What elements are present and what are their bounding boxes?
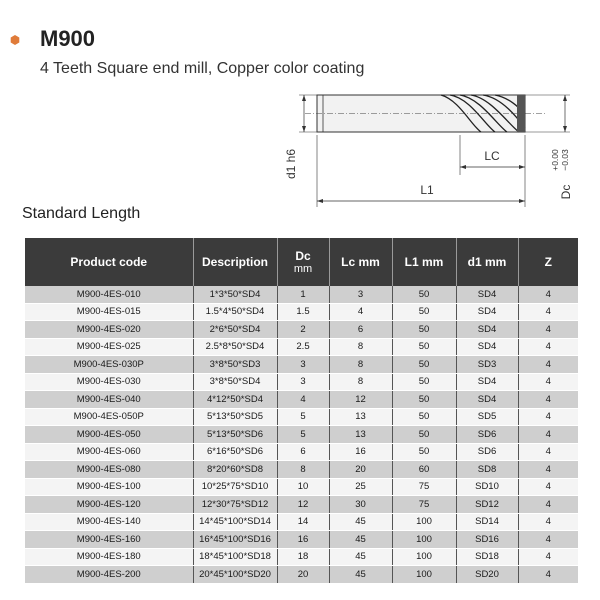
table-row [25,286,578,303]
table-row [25,373,578,391]
table-row [25,496,578,514]
cell-d1: SD4 [456,373,518,391]
header-d1: d1 mm [456,238,518,286]
cell-z: 4 [518,373,578,391]
cell-dc: 12 [277,496,329,514]
cell-lc: 3 [329,286,392,303]
cell-z: 4 [518,461,578,479]
cell-description: 2.5*8*50*SD4 [193,338,277,356]
cell-z: 4 [518,513,578,531]
cell-d1: SD3 [456,356,518,374]
table-row [25,356,578,374]
cell-description: 3*8*50*SD3 [193,356,277,374]
cell-z: 4 [518,443,578,461]
cell-lc: 25 [329,478,392,496]
cell-l1: 100 [392,513,456,531]
table-row [25,338,578,356]
cell-dc: 3 [277,373,329,391]
cell-lc: 20 [329,461,392,479]
cell-product-code: M900-4ES-015 [25,303,193,321]
cell-description: 5*13*50*SD6 [193,426,277,444]
cell-dc: 6 [277,443,329,461]
cell-d1: SD16 [456,531,518,549]
dc-tolerance-lower: −0.03 [560,149,570,171]
table-row [25,548,578,566]
cell-l1: 50 [392,391,456,409]
dc-dimension-label: Dc [559,184,573,200]
table-row [25,303,578,321]
cell-z: 4 [518,408,578,426]
table-row [25,531,578,549]
cell-d1: SD4 [456,321,518,339]
cell-l1: 50 [392,356,456,374]
cell-lc: 8 [329,373,392,391]
product-subtitle: 4 Teeth Square end mill, Copper color coating [40,60,365,77]
cell-dc: 14 [277,513,329,531]
table-row [25,391,578,409]
cell-dc: 1.5 [277,303,329,321]
cell-product-code: M900-4ES-180 [25,548,193,566]
cell-z: 4 [518,566,578,584]
cell-dc: 3 [277,356,329,374]
header-l1: L1 mm [392,238,456,286]
cell-dc: 5 [277,408,329,426]
cell-lc: 16 [329,443,392,461]
cell-l1: 50 [392,321,456,339]
header-dc [277,238,329,286]
cell-description: 2*6*50*SD4 [193,321,277,339]
cell-l1: 50 [392,338,456,356]
cell-description: 12*30*75*SD12 [193,496,277,514]
cell-product-code: M900-4ES-080 [25,461,193,479]
cell-product-code: M900-4ES-060 [25,443,193,461]
cell-l1: 100 [392,566,456,584]
table-row [25,461,578,479]
cell-dc: 2.5 [277,338,329,356]
cell-d1: SD10 [456,478,518,496]
cell-product-code: M900-4ES-050P [25,408,193,426]
cell-z: 4 [518,426,578,444]
table-row [25,426,578,444]
cell-d1: SD12 [456,496,518,514]
d1-dimension-label: d1 h6 [284,148,298,180]
cell-description: 4*12*50*SD4 [193,391,277,409]
l1-dimension-label: L1 [420,183,434,197]
cell-product-code: M900-4ES-025 [25,338,193,356]
cell-z: 4 [518,286,578,303]
cell-z: 4 [518,496,578,514]
cell-description: 16*45*100*SD16 [193,531,277,549]
end-mill-body [305,95,547,132]
cell-lc: 45 [329,548,392,566]
cell-z: 4 [518,338,578,356]
cell-description: 14*45*100*SD14 [193,513,277,531]
cell-product-code: M900-4ES-200 [25,566,193,584]
cell-d1: SD18 [456,548,518,566]
cell-z: 4 [518,321,578,339]
cell-dc: 5 [277,426,329,444]
header-dc-unit: mm [293,263,313,275]
cell-lc: 45 [329,566,392,584]
cell-lc: 45 [329,513,392,531]
cell-dc: 18 [277,548,329,566]
cell-dc: 10 [277,478,329,496]
cell-description: 18*45*100*SD18 [193,548,277,566]
cell-d1: SD4 [456,286,518,303]
dc-tolerance-upper: +0.00 [550,149,560,171]
cell-l1: 100 [392,548,456,566]
section-heading: Standard Length [22,205,141,222]
lc-dimension-label: LC [484,149,500,163]
cell-lc: 8 [329,338,392,356]
table-row [25,566,578,584]
cell-dc: 8 [277,461,329,479]
cell-d1: SD8 [456,461,518,479]
table-row [25,443,578,461]
cell-lc: 4 [329,303,392,321]
table-row [25,513,578,531]
cell-l1: 100 [392,531,456,549]
header-dc-label: Dc [295,249,311,263]
cell-d1: SD4 [456,338,518,356]
cell-l1: 60 [392,461,456,479]
cell-dc: 1 [277,286,329,303]
cell-description: 8*20*60*SD8 [193,461,277,479]
cell-product-code: M900-4ES-030 [25,373,193,391]
cell-product-code: M900-4ES-050 [25,426,193,444]
cell-lc: 13 [329,426,392,444]
cell-lc: 13 [329,408,392,426]
cell-product-code: M900-4ES-040 [25,391,193,409]
cell-description: 1*3*50*SD4 [193,286,277,303]
cell-z: 4 [518,356,578,374]
cell-d1: SD4 [456,303,518,321]
cell-z: 4 [518,548,578,566]
cell-l1: 50 [392,303,456,321]
cell-lc: 6 [329,321,392,339]
table-body [25,286,578,583]
cell-l1: 50 [392,373,456,391]
cell-description: 6*16*50*SD6 [193,443,277,461]
cell-description: 10*25*75*SD10 [193,478,277,496]
end-mill-drawing [275,80,595,220]
cell-lc: 45 [329,531,392,549]
table-row [25,321,578,339]
specification-table [25,238,578,584]
table-header-row [25,238,578,286]
cell-description: 3*8*50*SD4 [193,373,277,391]
header-product-code: Product code [25,238,193,286]
cell-description: 20*45*100*SD20 [193,566,277,584]
table-row [25,478,578,496]
cell-product-code: M900-4ES-030P [25,356,193,374]
header-description: Description [193,238,277,286]
cell-description: 1.5*4*50*SD4 [193,303,277,321]
hexagon-bullet-icon [10,35,20,45]
cell-product-code: M900-4ES-010 [25,286,193,303]
cell-dc: 2 [277,321,329,339]
cell-product-code: M900-4ES-100 [25,478,193,496]
cell-lc: 12 [329,391,392,409]
cell-l1: 50 [392,426,456,444]
product-title: M900 [40,26,96,51]
cell-product-code: M900-4ES-120 [25,496,193,514]
cell-z: 4 [518,303,578,321]
cell-product-code: M900-4ES-140 [25,513,193,531]
header-lc: Lc mm [329,238,392,286]
cell-d1: SD6 [456,426,518,444]
cell-l1: 50 [392,443,456,461]
cell-d1: SD20 [456,566,518,584]
cell-product-code: M900-4ES-020 [25,321,193,339]
cell-d1: SD4 [456,391,518,409]
cell-d1: SD6 [456,443,518,461]
cell-l1: 50 [392,286,456,303]
table-row [25,408,578,426]
cell-l1: 75 [392,478,456,496]
cell-z: 4 [518,391,578,409]
cell-d1: SD14 [456,513,518,531]
cell-dc: 16 [277,531,329,549]
header-z: Z [518,238,578,286]
cell-z: 4 [518,478,578,496]
cell-d1: SD5 [456,408,518,426]
cell-z: 4 [518,531,578,549]
cell-dc: 20 [277,566,329,584]
cell-dc: 4 [277,391,329,409]
cell-product-code: M900-4ES-160 [25,531,193,549]
cell-lc: 30 [329,496,392,514]
cell-l1: 50 [392,408,456,426]
cell-l1: 75 [392,496,456,514]
cell-lc: 8 [329,356,392,374]
cell-description: 5*13*50*SD5 [193,408,277,426]
